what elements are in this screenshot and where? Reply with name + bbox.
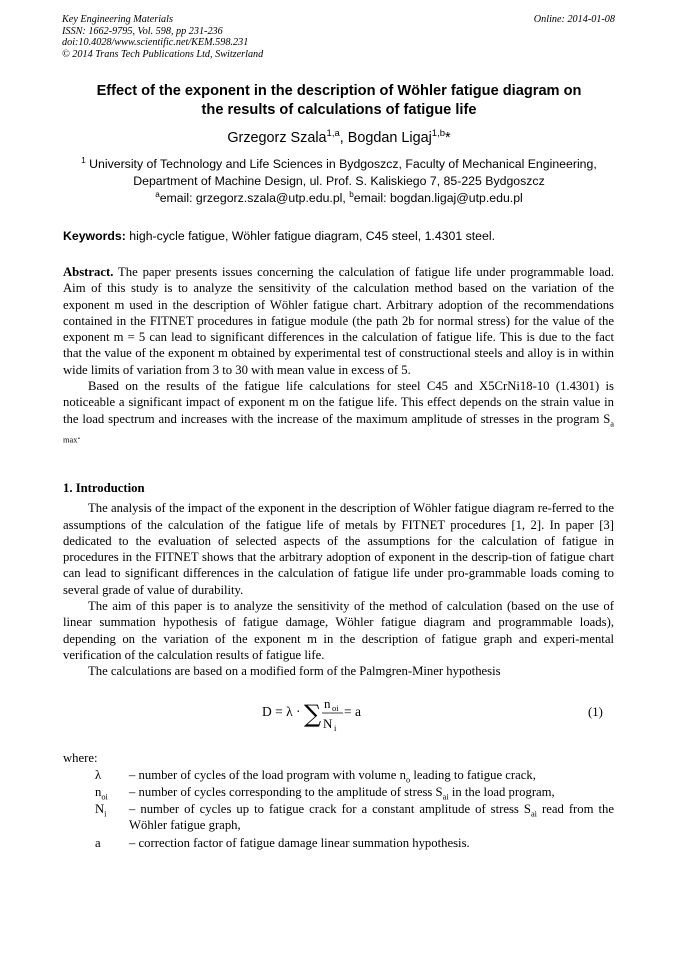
where-description-end: in the load program, — [448, 785, 555, 799]
equation-number: (1) — [588, 705, 603, 719]
copyright-line: © 2014 Trans Tech Publications Ltd, Switzerland — [62, 48, 264, 60]
email-line — [40, 191, 638, 205]
journal-name: Key Engineering Materials — [62, 14, 173, 25]
where-symbol-sub: oi — [101, 792, 108, 802]
author-2-affil: 1,b — [431, 128, 446, 140]
author-separator: , — [339, 130, 348, 146]
where-symbol: N — [95, 802, 105, 816]
abstract-paragraph-1 — [63, 264, 614, 378]
formula-numerator-sub: oi — [332, 703, 339, 713]
email-a: email: grzegorz.szala@utp.edu.pl, — [159, 191, 350, 205]
author-list — [40, 130, 638, 146]
formula-lhs: D = λ · — [262, 704, 301, 719]
where-label: where: — [63, 751, 98, 765]
where-description: – number of cycles of the load program with volume n — [129, 768, 406, 782]
where-description: – correction factor of fatigue damage linear summation hypothesis. — [129, 836, 470, 850]
title-line-1: Effect of the exponent in the description of Wöhler fatigue diagram on — [96, 83, 582, 99]
author-1: Grzegorz Szala — [227, 130, 327, 146]
keywords-text: high-cycle fatigue, Wöhler fatigue diagram, C45 steel, 1.4301 steel. — [125, 229, 495, 243]
issn-line: ISSN: 1662-9795, Vol. 598, pp 231-236 — [62, 25, 223, 37]
affiliation-line-2: Department of Machine Design, ul. Prof. S. Kaliskiego 7, 85-225 Bydgoszcz — [133, 174, 545, 188]
title-line-2: the results of calculations of fatigue life — [201, 102, 477, 118]
section-heading: 1. Introduction — [63, 481, 145, 495]
formula-denominator-sub: i — [334, 723, 337, 733]
keywords — [63, 229, 495, 243]
formula-numerator: n — [324, 696, 331, 711]
author-2: Bogdan Ligaj — [347, 130, 432, 146]
abstract — [63, 264, 614, 443]
author-1-affil: 1,a — [326, 128, 340, 140]
where-description-sub: o — [405, 775, 411, 785]
abstract-text-1: The paper presents issues concerning the calculation of fatigue life under programmable load. Aim of this study is to analyze the sensitivity of the calculation method based on the variation of the exponent m used in the description of Wöhler fatigue chart. Arbitrary adoption of the recommendations contained in the FITNET procedures in fatigue module (the path 2b for normal stress) for the value of the exponent m = 5 can lead to significant differences in the calculation of fatigue life. This is due to the fact that the value of the exponent m obtained by experimental test of constructional steels and alloy is in within wide limits of variation from 3 to 30 with mean value in excess of 5. — [63, 265, 614, 377]
doi-line: doi:10.4028/www.scientific.net/KEM.598.231 — [62, 37, 249, 49]
where-description-sub: ai — [442, 792, 449, 802]
where-description-end: leading to fatigue crack, — [410, 768, 536, 782]
corresponding-mark: * — [445, 130, 451, 146]
abstract-label: Abstract. — [63, 265, 114, 279]
where-symbol-sub: i — [104, 809, 107, 819]
where-description: – number of cycles up to fatigue crack for a constant amplitude of stress S — [129, 802, 531, 816]
affiliation-sup: 1 — [81, 155, 86, 165]
where-description: – number of cycles corresponding to the amplitude of stress S — [129, 785, 443, 799]
introduction — [63, 480, 614, 680]
intro-paragraph-1: The analysis of the impact of the exponent in the description of Wöhler fatigue diagram re-ferred to the assumptions of the calculation of the fatigue life of metals by FITNET procedures [1, 2]. In paper [3] dedicated to the evaluation of selected aspects of the assumptions for the calculation of fatigue in procedures in the FITNET shows that the arbitrary adoption of exponent in the descrip-tion of fatigue chart can lead to significant differences in the calculation of fatigue life under pro-grammable loads coming to several grade of value of durability. — [63, 501, 614, 597]
where-symbol: a — [95, 836, 101, 850]
email-a-sup: a — [155, 189, 160, 199]
where-description-end: read from the Wöhler fatigue graph, — [129, 802, 614, 833]
online-date: Online: 2014-01-08 — [533, 14, 615, 25]
abstract-sub: a max — [63, 419, 614, 445]
journal-header — [62, 14, 263, 60]
email-b: email: bogdan.ligaj@utp.edu.pl — [353, 191, 523, 205]
paper-title — [55, 82, 623, 120]
email-b-sup: b — [349, 189, 354, 199]
abstract-text-2: Based on the results of the fatigue life calculations for steel C45 and X5CrNi18-10 (1.4301) is noticeable a significant impact of exponent m on the fatigue life. This effect depends on the strain value in the load spectrum and increases with the increase of the maximum amplitude of stresses in the program S — [63, 379, 614, 426]
keywords-label: Keywords: — [63, 229, 126, 243]
formula-denominator: N — [323, 716, 333, 731]
intro-paragraph-3: The calculations are based on a modified form of the Palmgren-Miner hypothesis — [88, 664, 501, 679]
abstract-end: . — [77, 427, 81, 442]
formula-rhs: = a — [344, 704, 361, 719]
where-description-sub: ai — [530, 809, 537, 819]
formula-sum: ∑ — [304, 700, 322, 728]
affiliation — [40, 156, 638, 190]
abstract-paragraph-2 — [63, 378, 614, 443]
intro-paragraph-2: The aim of this paper is to analyze the sensitivity of the method of calculation (based on the use of linear summation hypothesis of fatigue damage, Wöhler fatigue diagram and programmable loads), depending on the variation of the exponent m in the description of fatigue graph and experi-mental verification of the calculation results of fatigue life. — [63, 599, 614, 662]
affiliation-line-1: University of Technology and Life Sciences in Bydgoszcz, Faculty of Mechanical Engineering, — [89, 157, 597, 171]
where-symbol: λ — [95, 768, 102, 782]
where-symbol: n — [95, 785, 102, 799]
